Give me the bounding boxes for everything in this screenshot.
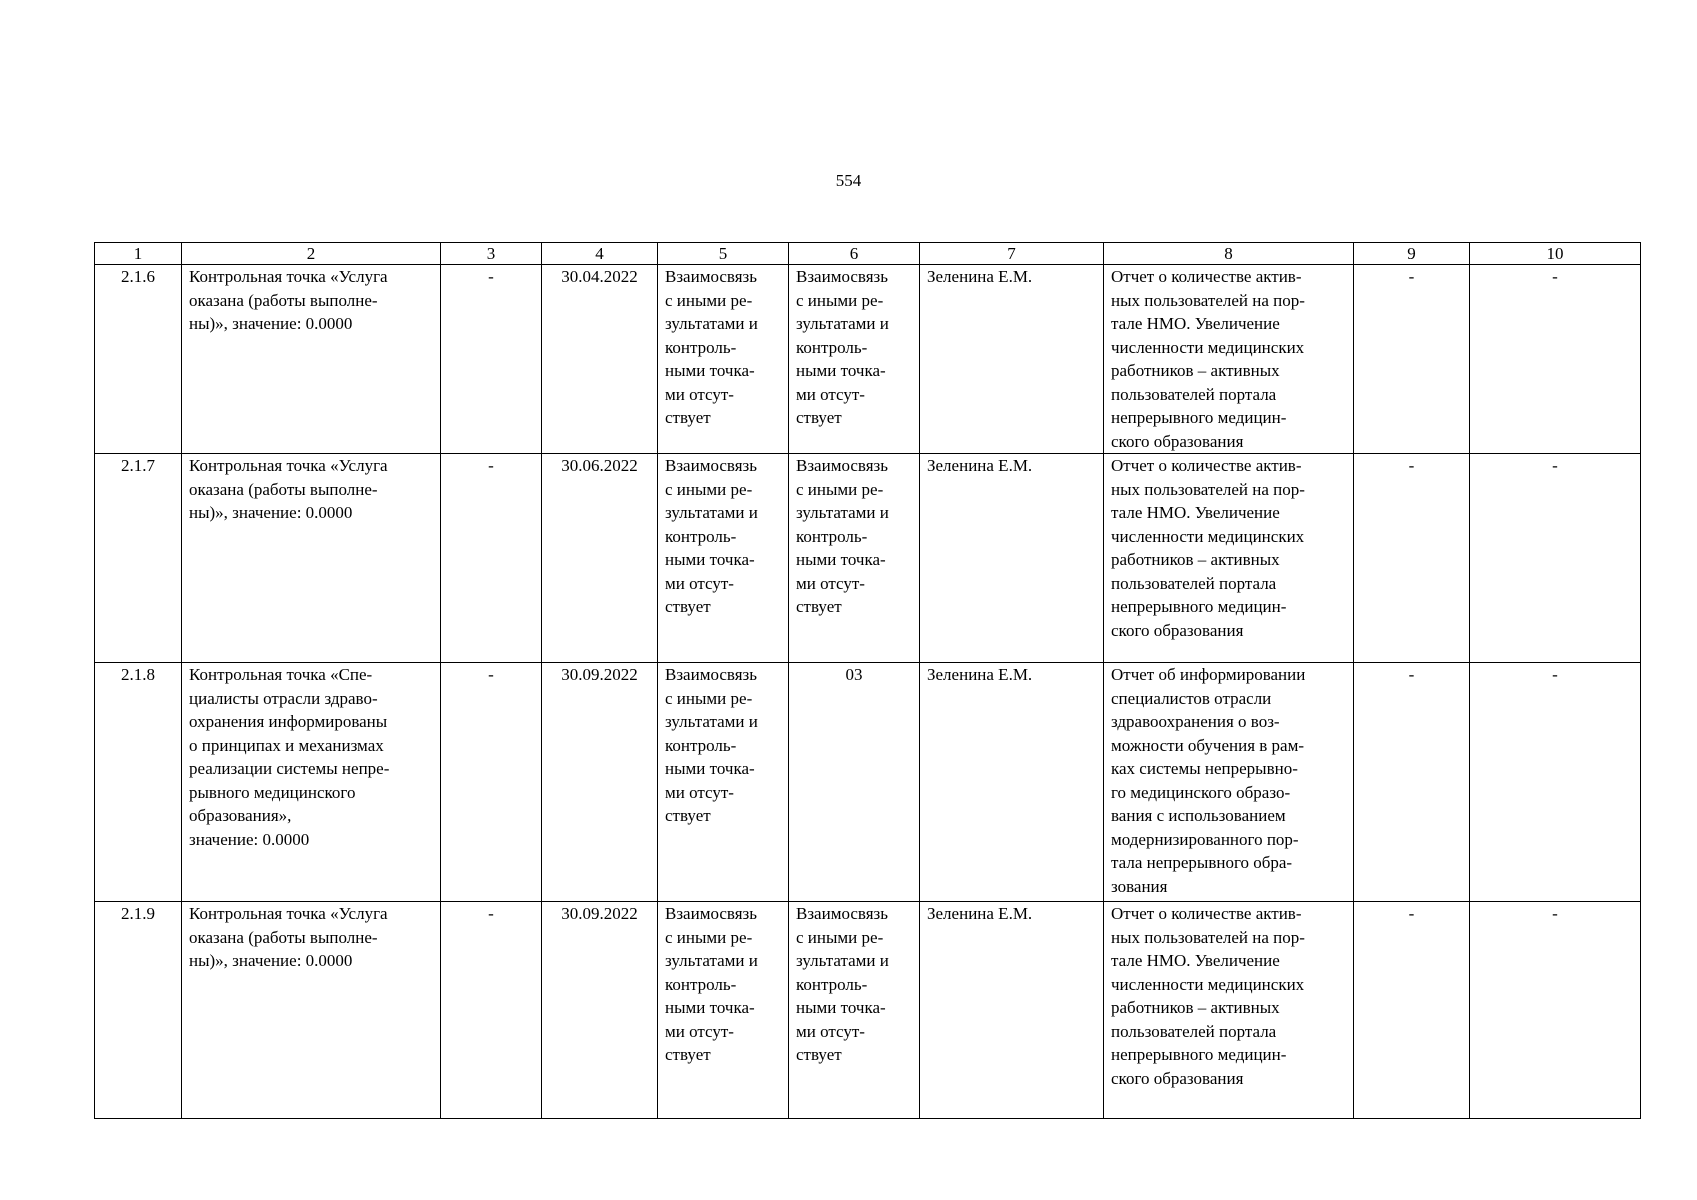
column-9-cell: -: [1354, 454, 1470, 663]
report-description-cell: Отчет об информировании специалистов отрасли здравоохранения о воз- можности обучения в рам- ках системы непрерывно- го медицинского образо- вания с использованием модернизированного пор- тала непрерывного обра- зования: [1104, 663, 1354, 902]
relationship-cell: Взаимосвязь с иными ре- зультатами и контроль- ными точка- ми отсут- ствует: [658, 454, 789, 663]
column-header: 1: [95, 243, 182, 265]
column-9-cell: -: [1354, 265, 1470, 454]
table-row: [95, 902, 1641, 1119]
page-number: 554: [835, 171, 862, 190]
control-point-name-cell: Контрольная точка «Услуга оказана (работы выполне- ны)», значение: 0.0000: [182, 265, 441, 454]
table-row: [95, 265, 1641, 454]
responsible-person-cell: Зеленина Е.М.: [920, 663, 1104, 902]
row-number-cell: 2.1.8: [95, 663, 182, 902]
column-9-cell: -: [1354, 663, 1470, 902]
column-header: 2: [182, 243, 441, 265]
control-point-name-cell: Контрольная точка «Услуга оказана (работы выполне- ны)», значение: 0.0000: [182, 454, 441, 663]
relationship-cell: Взаимосвязь с иными ре- зультатами и контроль- ными точка- ми отсут- ствует: [789, 454, 920, 663]
relationship-cell: Взаимосвязь с иными ре- зультатами и контроль- ными точка- ми отсут- ствует: [658, 663, 789, 902]
column-number-row: [95, 243, 1641, 265]
responsible-person-cell: Зеленина Е.М.: [920, 265, 1104, 454]
relationship-cell: Взаимосвязь с иными ре- зультатами и контроль- ными точка- ми отсут- ствует: [658, 265, 789, 454]
relationship-cell: Взаимосвязь с иными ре- зультатами и контроль- ными точка- ми отсут- ствует: [658, 902, 789, 1119]
relationship-cell: Взаимосвязь с иными ре- зультатами и контроль- ными точка- ми отсут- ствует: [789, 265, 920, 454]
control-point-name-cell: Контрольная точка «Услуга оказана (работы выполне- ны)», значение: 0.0000: [182, 902, 441, 1119]
row-number-cell: 2.1.7: [95, 454, 182, 663]
responsible-person-cell: Зеленина Е.М.: [920, 902, 1104, 1119]
date-cell: 30.06.2022: [542, 454, 658, 663]
report-description-cell: Отчет о количестве актив- ных пользователей на пор- тале НМО. Увеличение численности медицинских работников – активных пользователей портала непрерывного медицин- ского образования: [1104, 265, 1354, 454]
relationship-cell: 03: [789, 663, 920, 902]
relationship-cell: Взаимосвязь с иными ре- зультатами и контроль- ными точка- ми отсут- ствует: [789, 902, 920, 1119]
report-description-cell: Отчет о количестве актив- ных пользователей на пор- тале НМО. Увеличение численности медицинских работников – активных пользователей портала непрерывного медицин- ского образования: [1104, 454, 1354, 663]
table-row: [95, 454, 1641, 663]
column-header: 6: [789, 243, 920, 265]
column-10-cell: -: [1470, 265, 1641, 454]
column-header: 8: [1104, 243, 1354, 265]
column-10-cell: -: [1470, 454, 1641, 663]
table-row: [95, 663, 1641, 902]
column-3-cell: -: [441, 663, 542, 902]
column-10-cell: -: [1470, 902, 1641, 1119]
row-number-cell: 2.1.9: [95, 902, 182, 1119]
column-3-cell: -: [441, 902, 542, 1119]
report-description-cell: Отчет о количестве актив- ных пользователей на пор- тале НМО. Увеличение численности медицинских работников – активных пользователей портала непрерывного медицин- ского образования: [1104, 902, 1354, 1119]
responsible-person-cell: Зеленина Е.М.: [920, 454, 1104, 663]
date-cell: 30.09.2022: [542, 663, 658, 902]
column-header: 5: [658, 243, 789, 265]
column-3-cell: -: [441, 454, 542, 663]
row-number-cell: 2.1.6: [95, 265, 182, 454]
column-header: 3: [441, 243, 542, 265]
column-10-cell: -: [1470, 663, 1641, 902]
control-point-name-cell: Контрольная точка «Спе- циалисты отрасли здраво- охранения информированы о принципах и механизмах реализации системы непре- рывного медицинского образования», значение: 0.0000: [182, 663, 441, 902]
column-header: 10: [1470, 243, 1641, 265]
column-header: 7: [920, 243, 1104, 265]
column-header: 9: [1354, 243, 1470, 265]
column-3-cell: -: [441, 265, 542, 454]
column-header: 4: [542, 243, 658, 265]
control-points-table: [94, 242, 1641, 1119]
date-cell: 30.04.2022: [542, 265, 658, 454]
date-cell: 30.09.2022: [542, 902, 658, 1119]
column-9-cell: -: [1354, 902, 1470, 1119]
